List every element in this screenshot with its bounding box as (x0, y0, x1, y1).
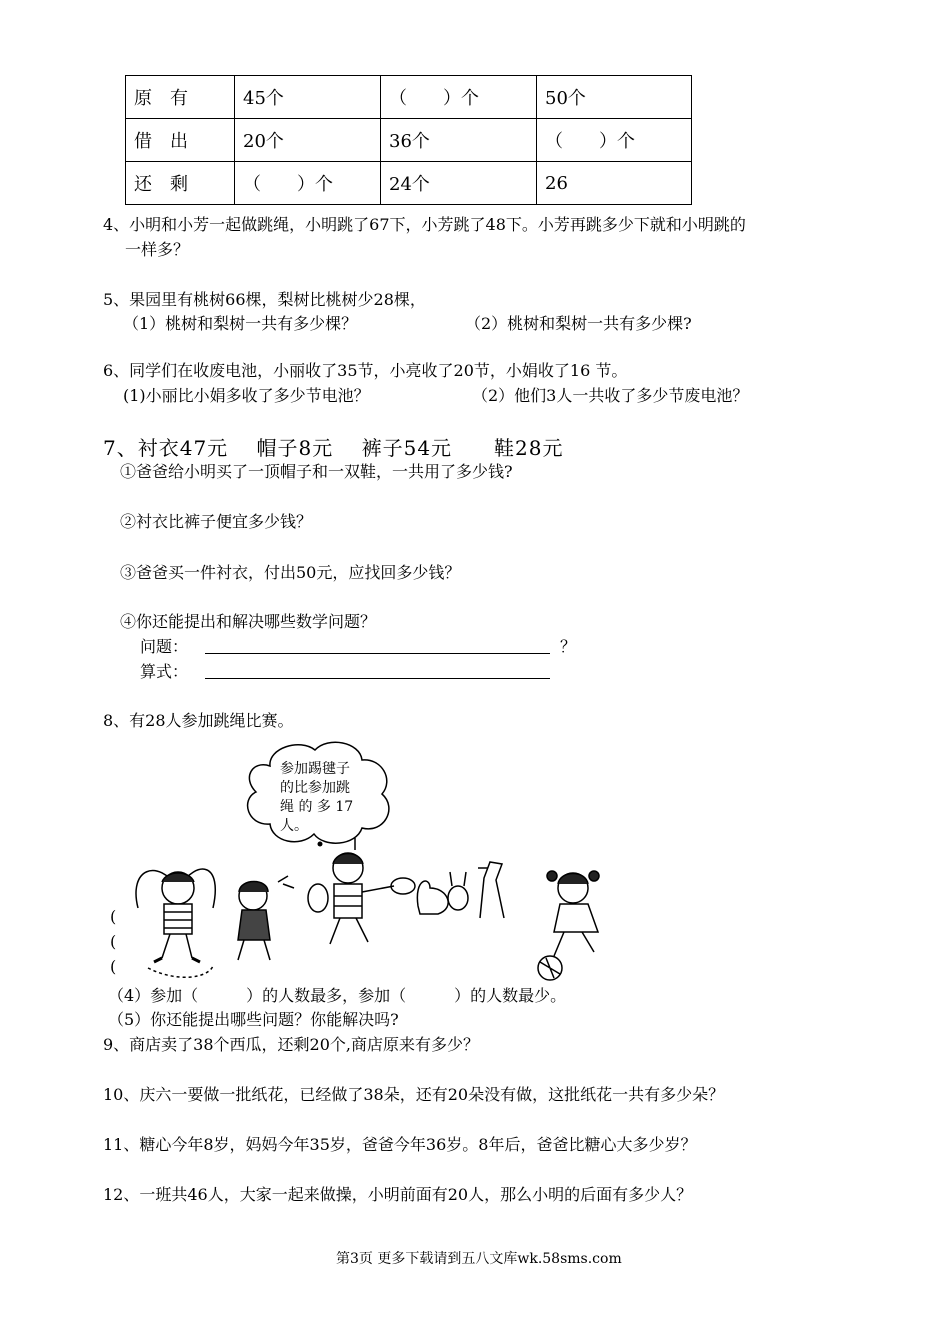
question-10: 10、庆六一要做一批纸花，已经做了38朵，还有20朵没有做，这批纸花一共有多少朵？ (103, 1085, 725, 1104)
bubble-text (280, 760, 353, 836)
table-row (126, 162, 692, 205)
question-11: 11、糖心今年8岁，妈妈今年35岁，爸爸今年36岁。8年后，爸爸比糖心大多少岁？ (103, 1135, 697, 1154)
formula-blank-line (205, 678, 550, 679)
table-cell: （ ）个 (537, 119, 692, 162)
question-4-line1: 4、小明和小芳一起做跳绳，小明跳了67下，小芳跳了48下。小芳再跳多少下就和小明跳的 (103, 215, 746, 234)
question-6-sub2: （2）他们3人一共收了多少节废电池？ (472, 386, 749, 405)
bubble-line: 人。 (280, 818, 308, 834)
question-6-line1: 6、同学们在收废电池，小丽收了35节，小亮收了20节，小娟收了16 节。 (103, 361, 628, 380)
paren-mark: ( (110, 957, 117, 976)
question-8-sub5: （5）你还能提出哪些问题？你能解决吗? (108, 1010, 399, 1029)
question-12: 12、一班共46人，大家一起来做操，小明前面有20人，那么小明的后面有多少人？ (103, 1185, 693, 1204)
question-8-sub4: （4）参加（ ）的人数最多，参加（ ）的人数最少。 (108, 986, 567, 1005)
question-8-line1: 8、有28人参加跳绳比赛。 (103, 711, 294, 730)
question-5-sub2: （2）桃树和梨树一共有多少棵? (465, 314, 692, 333)
table-cell: 原有 (126, 76, 235, 119)
table-cell: 50个 (537, 76, 692, 119)
table-cell: （ ）个 (381, 76, 537, 119)
question-5-sub1: （1）桃树和梨树一共有多少棵？ (123, 314, 358, 333)
table-cell: 26 (537, 162, 692, 205)
bubble-line: 参加踢毽子 (280, 761, 350, 777)
formula-label: 算式： (140, 662, 189, 681)
question-label: 问题： (140, 637, 189, 656)
table-cell: 20个 (235, 119, 381, 162)
table-cell: 借出 (126, 119, 235, 162)
question-blank-line (205, 653, 550, 654)
page-footer: 第3页 更多下载请到五八文库wk.58sms.com (336, 1251, 622, 1267)
inventory-table (125, 75, 692, 205)
table-cell: 36个 (381, 119, 537, 162)
table-cell: 24个 (381, 162, 537, 205)
paren-mark: ( (110, 932, 117, 951)
question-7-prices: 7、衬衣47元 帽子8元 裤子54元 鞋28元 (103, 436, 564, 460)
question-mark: ？ (560, 637, 577, 656)
table-cell: （ ）个 (235, 162, 381, 205)
question-7-sub1: ①爸爸给小明买了一顶帽子和一双鞋，一共用了多少钱? (120, 462, 513, 481)
bubble-line: 的比参加跳 (280, 780, 350, 796)
table-cell: 还剩 (126, 162, 235, 205)
children-playing-illustration (118, 848, 638, 988)
question-6-sub1: (1)小丽比小娟多收了多少节电池？ (123, 386, 370, 405)
question-7-sub3: ③爸爸买一件衬衣，付出50元，应找回多少钱？ (120, 563, 461, 582)
butterfly-icon (278, 876, 294, 888)
table-row (126, 119, 692, 162)
question-7-sub2: ②衬衣比裤子便宜多少钱？ (120, 512, 313, 531)
table-row (126, 76, 692, 119)
question-5-line1: 5、果园里有桃树66棵，梨树比桃树少28棵， (103, 290, 426, 309)
question-7-sub4: ④你还能提出和解决哪些数学问题？ (120, 612, 377, 631)
bubble-line: 绳 的 多 17 (280, 799, 354, 815)
paren-mark: ( (110, 907, 117, 926)
table-cell: 45个 (235, 76, 381, 119)
question-9: 9、商店卖了38个西瓜，还剩20个,商店原来有多少？ (103, 1035, 479, 1054)
question-4-line2: 一样多？ (125, 240, 190, 259)
